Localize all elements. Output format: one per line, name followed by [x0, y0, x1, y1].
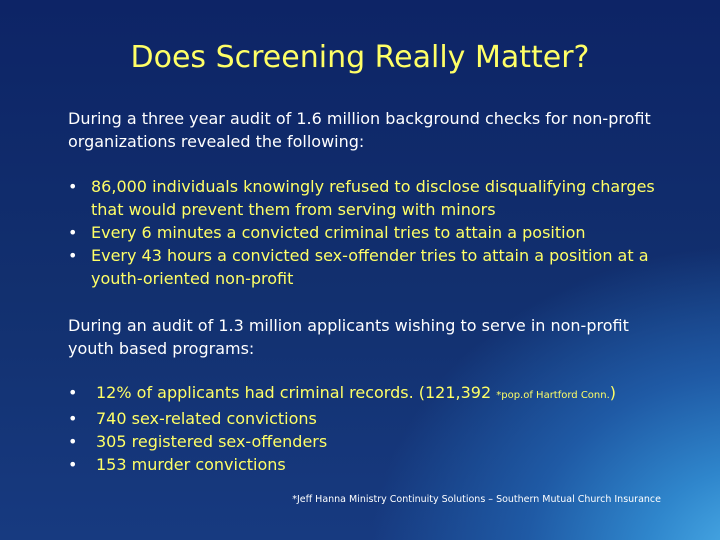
bullet: • [68, 246, 78, 265]
list-item-text: Every 6 minutes a convicted criminal tries to attain a position [91, 223, 586, 242]
list-item [68, 381, 668, 407]
list-item [68, 407, 668, 430]
list-item [68, 453, 668, 476]
list-item-text: Every 43 hours a convicted sex-offender tries to attain a position at a youth-oriented non-profit [91, 246, 649, 288]
bullet: • [68, 177, 78, 196]
population-note: *pop.of Hartford Conn. [496, 390, 610, 401]
intro-paragraph-2: During an audit of 1.3 million applicants wishing to serve in non-profit youth based programs: [68, 316, 629, 358]
slide-title: Does Screening Really Matter? [130, 40, 590, 75]
closing-paren: ) [609, 383, 617, 402]
list-item [68, 221, 668, 244]
list-item [68, 175, 668, 221]
bullet: • [68, 223, 78, 242]
bullet: • [68, 432, 78, 451]
applicant-stats-list [68, 381, 668, 476]
list-item-text: 153 murder convictions [96, 455, 286, 474]
list-item [68, 430, 668, 453]
audit-findings-list [68, 175, 668, 290]
bullet: • [68, 409, 78, 428]
list-item [68, 244, 668, 290]
bullet: • [68, 455, 78, 474]
list-item-text: 305 registered sex-offenders [96, 432, 328, 451]
bullet: • [68, 383, 78, 402]
intro-paragraph-1: During a three year audit of 1.6 million background checks for non-profit organizations revealed the following: [68, 109, 651, 151]
list-item-text: 12% of applicants had criminal records. (121,392 [96, 383, 497, 402]
list-item-text: 86,000 individuals knowingly refused to disclose disqualifying charges that would prevent them from serving with minors [91, 177, 655, 219]
citation: *Jeff Hanna Ministry Continuity Solutions – Southern Mutual Church Insurance [292, 494, 661, 505]
list-item-text: 740 sex-related convictions [96, 409, 317, 428]
